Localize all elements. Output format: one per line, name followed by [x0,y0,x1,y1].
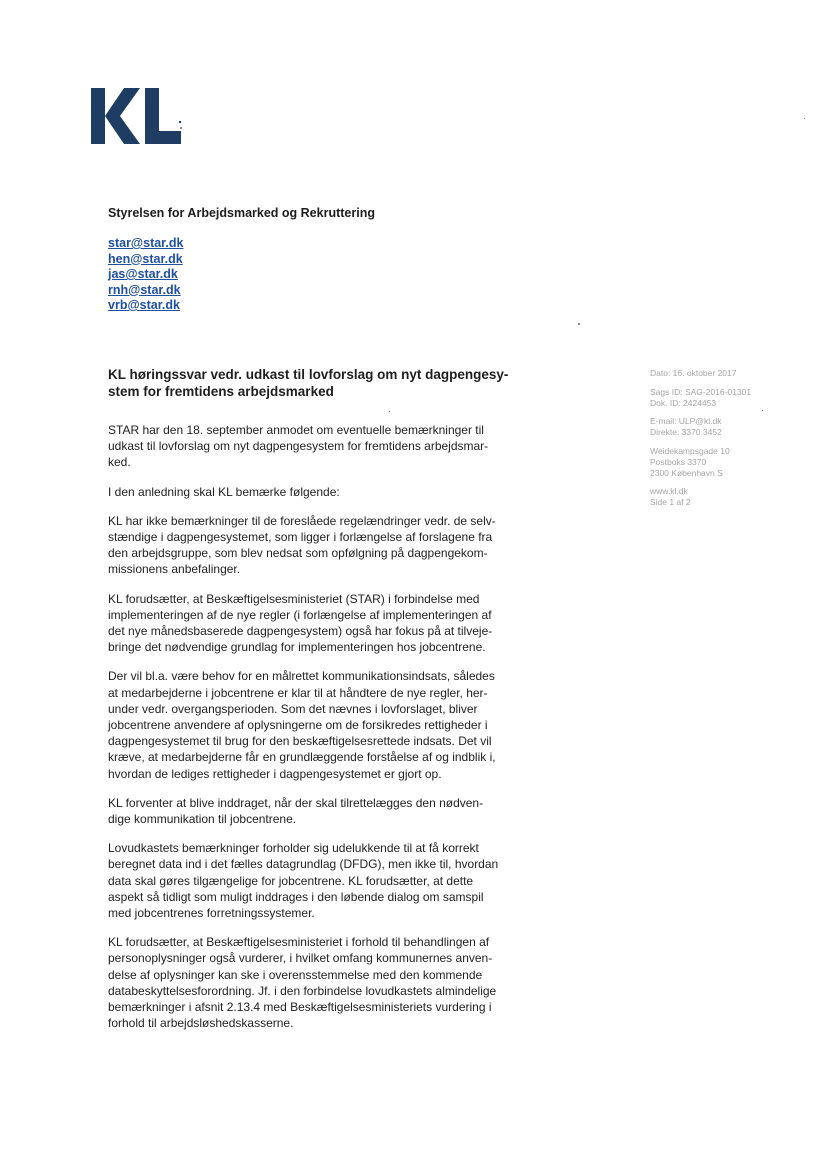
body-line: bemærkninger i afsnit 2.13.4 med Beskæftigelsesministeriets vurdering i [108,1000,492,1015]
meta-date: Dato: 16. oktober 2017 [650,368,737,378]
body-line: kræve, at medarbejderne får en grundlæggende forståelse af og indblik i, [108,750,496,765]
body-line: med jobcentrenes forretningssystemer. [108,906,315,921]
body-line: databeskyttelsesforordning. Jf. i den forbindelse lovudkastets almindelige [108,983,497,998]
kl-logo-mark [91,88,186,144]
body-line: missionens anbefalinger. [108,562,241,577]
meta-group-ids [650,387,770,409]
body-line: forhold til arbejdsløshedskasserne. [108,1016,294,1031]
scan-speck [578,323,580,325]
body-line: STAR har den 18. september anmodet om eventuelle bemærkninger til [108,423,484,437]
email-link-vrb[interactable]: vrb@star.dk [108,298,180,312]
email-link-star[interactable]: star@star.dk [108,236,184,250]
meta-web: www.kl.dk [650,486,688,497]
body-line: den arbejdsgruppe, som blev nedsat som opfølgning på dagpengekom- [108,546,488,561]
recipient-email-list [108,236,183,314]
body-line: stændige i dagpengesystemet, som ligger i forlængelse af forslagene fra [108,530,493,545]
meta-group-web [650,486,770,508]
letter-subject [108,367,538,400]
paragraph [108,591,544,656]
paragraph [108,795,544,827]
body-line: dige kommunikation til jobcentrene. [108,812,297,827]
body-line: det nye månedsbaserede dagpengesystem) også har fokus på at tilveje- [108,624,493,639]
scan-speck [180,127,182,129]
body-line: I den anledning skal KL bemærke følgende: [108,484,340,499]
paragraph [108,840,544,921]
meta-group-contact [650,416,770,438]
subject-line: KL høringssvar vedr. udkast til lovforslag om nyt dagpengesy- [108,367,509,382]
body-line: KL forudsætter, at Beskæftigelsesministeriet (STAR) i forbindelse med [108,591,480,606]
scan-speck [804,118,805,119]
body-line: KL har ikke bemærkninger til de foreslåede regelændringer vedr. de selv- [108,513,496,528]
meta-sags-id: Sags ID: SAG-2016-01301 [650,386,752,397]
body-line: data skal gøres tilgængelige for jobcentrene. KL forudsætter, at dette [108,873,474,888]
body-line: Der vil bl.a. være behov for en målrettet kommunikationsindsats, således [108,669,495,684]
body-line: KL forudsætter, at Beskæftigelsesministeriet i forhold til behandlingen af [108,935,490,950]
meta-email: E-mail: ULP@kl.dk [650,416,722,427]
paragraph [108,513,544,578]
meta-dok-id: Dok. ID: 2424453 [650,397,717,408]
body-line: KL forventer at blive inddraget, når der skal tilrettelægges den nødven- [108,795,484,810]
meta-page: Side 1 af 2 [650,497,691,508]
body-line: jobcentrene anvendere af oplysningerne om de forsikredes rettigheder i [108,718,488,733]
meta-address-line: Postboks 3370 [650,456,707,467]
paragraph [108,668,544,781]
body-line: personoplysninger også vurderer, i hvilket omfang kommunernes anven- [108,951,493,966]
meta-direkte: Direkte: 3370 3452 [650,427,722,438]
meta-address-line: 2300 København S [650,467,723,478]
body-line: under vedr. overgangsperioden. Som det nævnes i lovforslaget, bliver [108,701,478,716]
paragraph [108,422,544,471]
scan-speck [762,410,763,411]
recipient-name: Styrelsen for Arbejdsmarked og Rekruttering [108,206,375,220]
kl-logo [91,88,186,144]
body-line: delse af oplysninger kan ske i overensstemmelse med den kommende [108,967,483,982]
body-line: dagpengesystemet til brug for den beskæftigelsesrettede indsats. Det vil [108,734,492,749]
paragraph [108,934,544,1031]
letter-metadata [650,368,770,516]
body-line: hvordan de lediges rettigheder i dagpengesystemet er gjort op. [108,766,442,781]
body-line: beregnet data ind i det fælles datagrundlag (DFDG), men ikke til, hvordan [108,857,499,872]
scan-speck [389,411,390,412]
body-line: ked. [108,455,131,470]
body-line: udkast til lovforslag om nyt dagpengesystem for fremtidens arbejdsmar- [108,439,489,454]
meta-group-date [650,368,770,379]
meta-group-address [650,446,770,478]
email-link-rnh[interactable]: rnh@star.dk [108,282,181,297]
body-line: aspekt så tidligt som muligt inddrages i den løbende dialog om samspil [108,889,484,904]
subject-line: stem for fremtidens arbejdsmarked [108,383,334,399]
body-line: implementeringen af de nye regler (i forlængelse af implementeringen af [108,607,492,622]
email-link-hen[interactable]: hen@star.dk [108,251,183,266]
meta-address-line: Weidekampsgade 10 [650,445,730,456]
body-line: at medarbejderne i jobcentrene er klar til at håndtere de nye regler, her- [108,685,488,700]
email-link-jas[interactable]: jas@star.dk [108,267,178,281]
body-line: Lovudkastets bemærkninger forholder sig udelukkende til at få korrekt [108,841,479,856]
letter-body [108,422,544,1045]
paragraph [108,484,544,500]
body-line: bringe det nødvendige grundlag for implementeringen hos jobcentrene. [108,640,486,655]
